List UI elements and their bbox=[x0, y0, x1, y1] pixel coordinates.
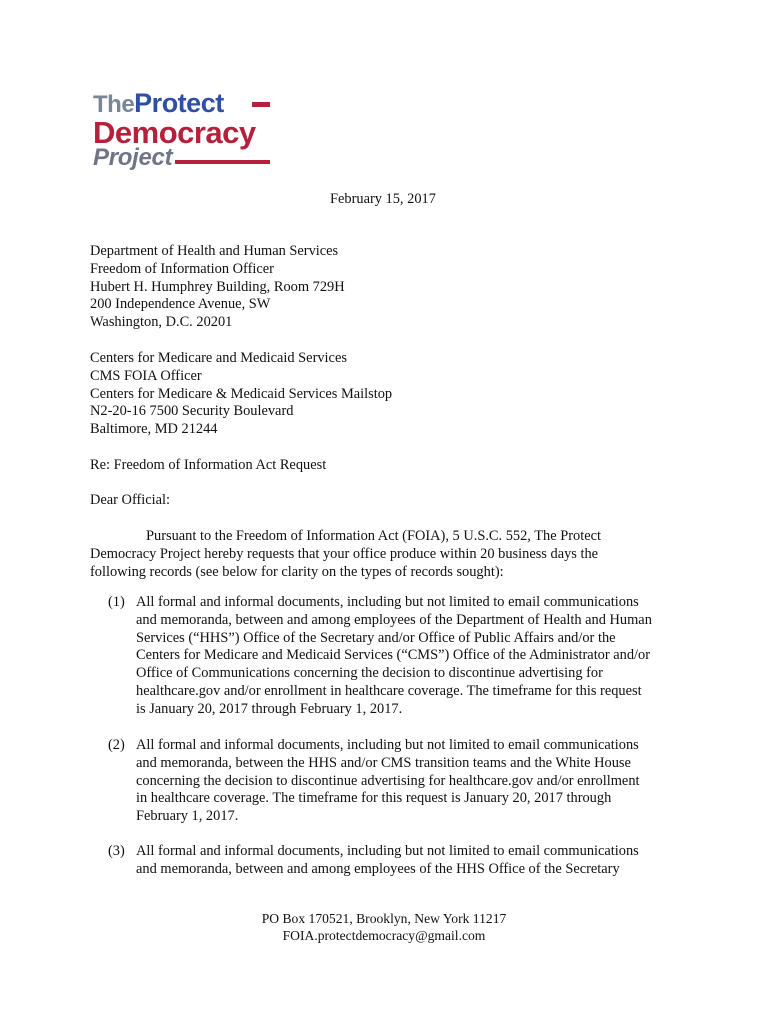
item-line: and memoranda, between the HHS and/or CMS transition teams and the White House bbox=[136, 754, 631, 771]
logo-protect: Protect bbox=[134, 88, 224, 118]
address-line: N2-20-16 7500 Security Boulevard bbox=[90, 403, 294, 420]
address-line: Department of Health and Human Services bbox=[90, 243, 339, 259]
item-number: (3) bbox=[108, 843, 125, 859]
item-body bbox=[136, 737, 640, 826]
address-line: CMS FOIA Officer bbox=[90, 367, 202, 384]
item-line: and memoranda, between and among employees of the HHS Office of the Secretary bbox=[136, 860, 620, 877]
item-line: Services (“HHS”) Office of the Secretary and/or Office of Public Affairs and/or the bbox=[136, 629, 616, 646]
paragraph-line: Democracy Project hereby requests that your office produce within 20 business days the bbox=[90, 545, 599, 562]
protect-democracy-logo bbox=[93, 88, 283, 178]
item-line: is January 20, 2017 through February 1, 2017. bbox=[136, 700, 403, 717]
item-line: in healthcare coverage. The timeframe for this request is January 20, 2017 through bbox=[136, 790, 612, 807]
item-line: All formal and informal documents, including but not limited to email communications bbox=[136, 843, 639, 859]
logo-the: The bbox=[93, 91, 135, 118]
logo-dash-bottom bbox=[175, 160, 270, 164]
recipient-cms-address bbox=[90, 350, 392, 439]
item-body bbox=[136, 843, 639, 879]
address-line: Hubert H. Humphrey Building, Room 729H bbox=[90, 278, 345, 295]
footer-address: PO Box 170521, Brooklyn, New York 11217 bbox=[261, 911, 507, 926]
paragraph-line: Pursuant to the Freedom of Information Act (FOIA), 5 U.S.C. 552, The Protect bbox=[146, 528, 601, 544]
item-line: All formal and informal documents, including but not limited to email communications bbox=[136, 737, 639, 753]
subject-line: Re: Freedom of Information Act Request bbox=[90, 457, 327, 473]
intro-paragraph bbox=[90, 528, 601, 581]
recipient-hhs-address bbox=[90, 243, 345, 332]
item-line: All formal and informal documents, including but not limited to email communications bbox=[136, 594, 639, 610]
item-body bbox=[136, 594, 652, 719]
item-line: Office of Communications concerning the decision to discontinue advertising for bbox=[136, 665, 603, 682]
paragraph-line: following records (see below for clarity on the types of records sought): bbox=[90, 563, 504, 580]
page-footer bbox=[0, 910, 768, 944]
logo-dash-top bbox=[252, 102, 270, 107]
address-line: 200 Independence Avenue, SW bbox=[90, 296, 271, 313]
item-number: (1) bbox=[108, 594, 125, 610]
address-line: Freedom of Information Officer bbox=[90, 260, 274, 277]
item-number: (2) bbox=[108, 737, 125, 753]
address-line: Baltimore, MD 21244 bbox=[90, 421, 218, 438]
salutation: Dear Official: bbox=[90, 492, 171, 508]
logo-democracy: Democracy bbox=[93, 115, 256, 150]
item-line: and memoranda, between and among employees of the Department of Health and Human bbox=[136, 611, 652, 628]
address-line: Washington, D.C. 20201 bbox=[90, 314, 233, 331]
logo-project: Project bbox=[93, 144, 173, 171]
item-line: healthcare.gov and/or enrollment in healthcare coverage. The timeframe for this request bbox=[136, 682, 642, 699]
footer-email: FOIA.protectdemocracy@gmail.com bbox=[282, 928, 486, 943]
letter-date: February 15, 2017 bbox=[330, 191, 436, 207]
item-line: February 1, 2017. bbox=[136, 808, 239, 825]
address-line: Centers for Medicare and Medicaid Services bbox=[90, 350, 347, 366]
item-line: Centers for Medicare and Medicaid Services (“CMS”) Office of the Administrator and/or bbox=[136, 647, 651, 664]
address-line: Centers for Medicare & Medicaid Services Mailstop bbox=[90, 385, 393, 402]
logo-line-the-protect bbox=[93, 90, 224, 117]
item-line: concerning the decision to discontinue advertising for healthcare.gov and/or enrollment bbox=[136, 772, 640, 789]
